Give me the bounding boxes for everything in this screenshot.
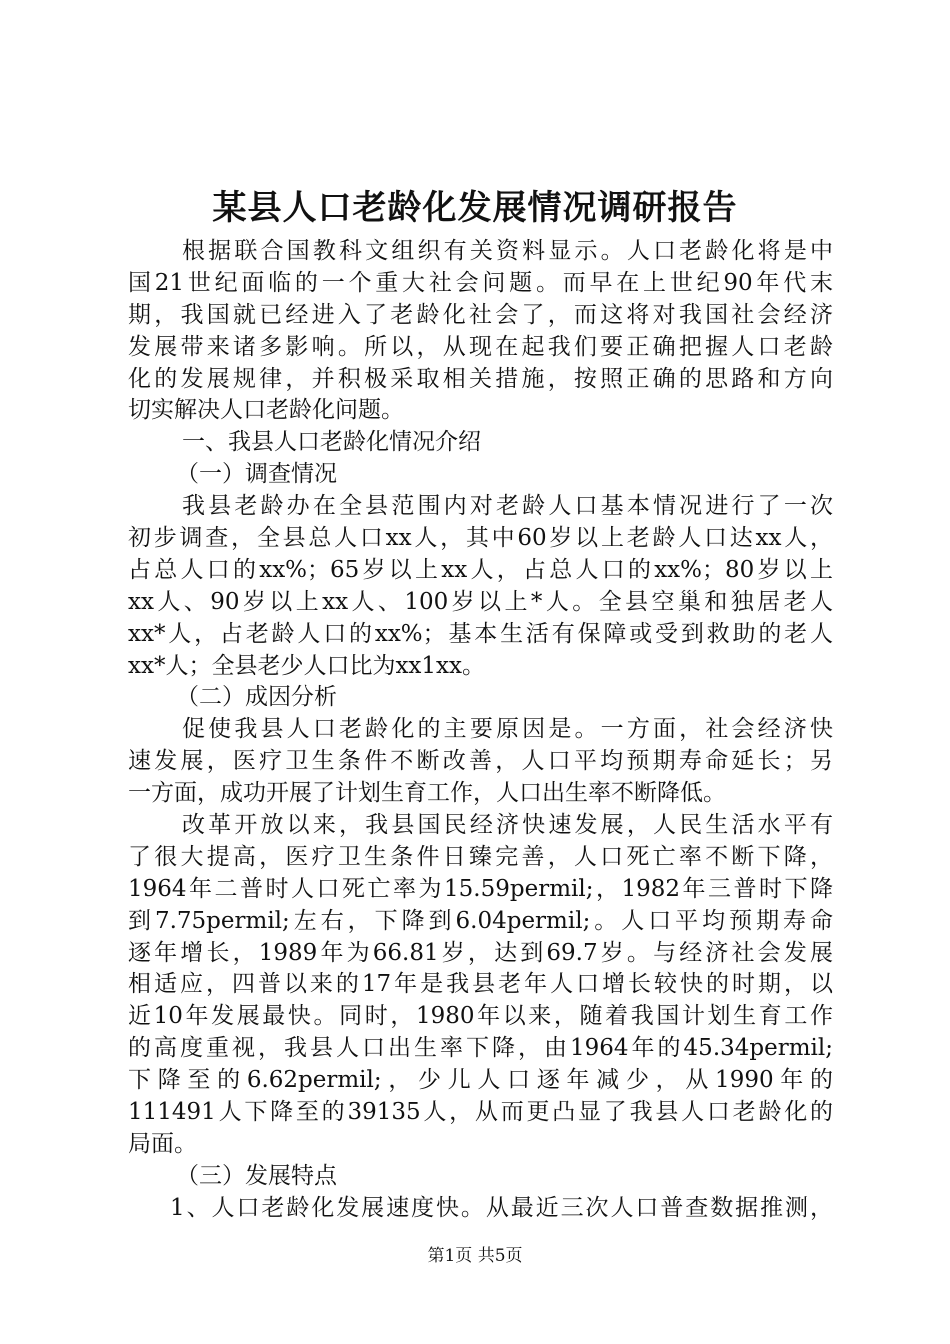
paragraph-line: xx*人；全县老少人口比为xx1xx。: [128, 652, 485, 679]
paragraph-line: 发展带来诸多影响。所以，从现在起我们要正确把握人口老龄: [128, 333, 833, 360]
subsection-heading: （二）成因分析: [176, 684, 337, 711]
paragraph-line: 国21世纪面临的一个重大社会问题。而早在上世纪90年代末: [128, 269, 833, 296]
paragraph-line: 占总人口的xx%；65岁以上xx人，占总人口的xx%；80岁以上: [128, 556, 833, 583]
paragraph-line: 初步调查，全县总人口xx人，其中60岁以上老龄人口达xx人，: [128, 525, 833, 552]
paragraph-line: 近10年发展最快。同时，1980年以来，随着我国计划生育工作: [128, 1003, 833, 1030]
document-title: 某县人口老龄化发展情况调研报告: [212, 188, 738, 228]
paragraph-line: xx*人，占老龄人口的xx%；基本生活有保障或受到救助的老人: [128, 620, 833, 647]
paragraph-line: 1、人口老龄化发展速度快。从最近三次人口普查数据推测，: [170, 1194, 833, 1221]
paragraph-line: xx人、90岁以上xx人、100岁以上*人。全县空巢和独居老人: [128, 588, 833, 615]
paragraph-line: 改革开放以来，我县国民经济快速发展，人民生活水平有: [182, 812, 833, 839]
paragraph-line: 了很大提高，医疗卫生条件日臻完善，人口死亡率不断下降，: [128, 843, 833, 870]
paragraph-line: 期，我国就已经进入了老龄化社会了，而这将对我国社会经济: [128, 301, 833, 328]
paragraph-line: 根据联合国教科文组织有关资料显示。人口老龄化将是中: [182, 238, 833, 264]
paragraph-line: 我县老龄办在全县范围内对老龄人口基本情况进行了一次: [182, 493, 833, 520]
paragraph-line: 化的发展规律，并积极采取相关措施，按照正确的思路和方向: [128, 365, 833, 392]
paragraph-line: 促使我县人口老龄化的主要原因是。一方面，社会经济快: [182, 716, 833, 743]
section-heading: 一、我县人口老龄化情况介绍: [182, 429, 481, 456]
paragraph-line: 的高度重视，我县人口出生率下降，由1964年的45.34permil;: [128, 1035, 833, 1062]
paragraph-line: 到7.75permil;左右，下降到6.04permil;。人口平均预期寿命: [128, 907, 833, 934]
paragraph-line: 下降至的6.62permil;，少儿人口逐年减少，从1990年的: [128, 1067, 833, 1094]
paragraph-line: 一方面，成功开展了计划生育工作，人口出生率不断降低。: [128, 780, 726, 807]
paragraph-line: 逐年增长，1989年为66.81岁，达到69.7岁。与经济社会发展: [128, 939, 833, 966]
paragraph-line: 111491人下降至的39135人，从而更凸显了我县人口老龄化的: [128, 1099, 833, 1126]
paragraph-line: 速发展，医疗卫生条件不断改善，人口平均预期寿命延长；另: [128, 748, 833, 775]
paragraph-line: 1964年二普时人口死亡率为15.59permil;，1982年三普时下降: [128, 875, 833, 902]
paragraph-line: 相适应，四普以来的17年是我县老年人口增长较快的时期，以: [128, 971, 833, 998]
paragraph-line: 切实解决人口老龄化问题。: [128, 397, 404, 424]
subsection-heading: （一）调查情况: [176, 461, 337, 488]
document-body: [128, 236, 833, 1225]
page-footer: 第1页 共5页: [427, 1246, 523, 1266]
paragraph-line: 局面。: [128, 1130, 197, 1157]
subsection-heading: （三）发展特点: [176, 1162, 337, 1189]
